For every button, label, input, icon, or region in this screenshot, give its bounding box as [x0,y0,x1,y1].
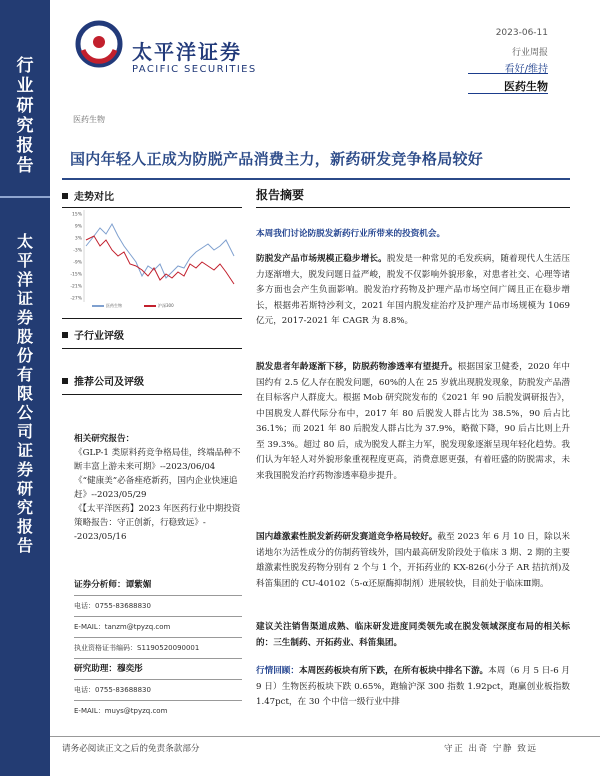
sidebar-bottom-label [0,232,50,555]
sidebar-top-char: 行 [16,56,34,76]
sidebar-bottom-char: 平 [16,251,33,270]
summary-paragraph-5: 行情回顾：本周医药板块有所下跌，在所有板块中排名下游。本周（6 月 5 日-6 月 9 日）生物医药板块下跌 0.65%，跑输沪深 300 指数 1.92pct，跑赢创业板指数 1.47pct，在 30 个中信一级行业中排 [256,666,570,707]
summary-paragraph-1: 防脱发产品市场规模正稳步增长。脱发是一种常见的毛发疾病，随着现代人生活压力逐渐增大，脱发问题日益严峻，脱发不仅影响外貌形象，对患者社交、心理等诸多方面也会产生负面影响。脱发治疗药物及护理产品市场空间广阔且正在稳步增长，根据弗若斯特沙利文，2021 年国内脱发症治疗及护理产品市场规模为 1069 亿元，2017-2021 年 CAGR 为 8.8%。 [256,254,570,326]
sidebar-top-char: 研 [16,96,34,116]
company-heading: 推荐公司及评级 [62,373,242,388]
analyst-license: 执业资格证书编码：S1190520090001 [74,644,200,652]
sidebar [0,0,50,776]
summary-intro: 本周我们讨论防脱发新药行业所带来的投资机会。 [256,229,446,239]
section-divider [62,348,242,349]
info-divider [74,700,242,701]
sidebar-top-char: 究 [16,116,34,136]
sidebar-bottom-char: 报 [16,517,33,536]
sub-rating-heading: 子行业评级 [62,327,242,342]
sidebar-bottom-char: 券 [16,308,33,327]
trend-heading: 走势对比 [62,188,242,203]
legend-item-sector: 医药生物 [92,303,122,309]
sector-label: 医药生物 [73,115,105,124]
related-report-link[interactable]: 《【太平洋医药】2023 年医药行业中期投资策略报告：守正创新，行稳致远》--2023/05/16 [74,504,241,542]
summary-paragraph-4: 建议关注销售渠道成熟、临床研发进度同类领先或在脱发领域深度布局的相关标的：三生制药、开拓药业、科笛集团。 [256,622,570,648]
analyst-block [74,578,242,718]
y-tick-label: 3% [74,236,82,242]
summary-divider [256,207,570,208]
info-divider [74,595,242,596]
report-type: 行业周报 [511,48,548,58]
sector-name: 医药生物 [504,80,548,93]
y-tick-label: -9% [73,260,82,266]
y-tick-label: -27% [70,296,82,302]
sidebar-bottom-char: 证 [16,289,33,308]
sidebar-top-char: 告 [16,156,34,176]
sidebar-top-char: 业 [16,76,34,96]
y-tick-label: -3% [73,248,82,254]
analyst-name: 证券分析师：谭紫媚 [74,580,152,590]
sidebar-bottom-char: 份 [16,346,33,365]
brand-name-en: PACIFIC SECURITIES [132,64,257,75]
bullet-icon [62,378,68,384]
sidebar-divider [0,196,50,198]
page-title: 国内年轻人正成为防脱产品消费主力，新药研发竞争格局较好 [70,150,484,168]
related-heading: 相关研究报告： [74,434,135,444]
assistant-phone: 电话：0755-83688830 [74,686,151,694]
legend-swatch [92,305,104,307]
sidebar-bottom-char: 公 [16,403,33,422]
assistant-email[interactable]: E-MAIL：muys@tpyzq.com [74,707,168,715]
y-tick-label: 15% [71,212,82,218]
summary-heading: 报告摘要 [256,188,305,202]
sidebar-bottom-char: 太 [16,232,33,251]
rating-label: 看好/维持 [504,64,548,75]
trend-chart [64,206,242,316]
bullet-icon [62,332,68,338]
series-line-sector [86,224,234,278]
summary-paragraph-3: 国内雄激素性脱发新药研发赛道竞争格局较好。截至 2023 年 6 月 10 日，除以米诺地尔为活性成分的仿制药管线外，国内最高研发阶段处于临床 3 期、2 期的主要雄激素性脱发药物分别有 2 个与 1 个，开拓药业的 KX-826(小分子 AR 拮抗剂)及科笛集团的 CU-40102（5-α还原酶抑制剂）进展较快，目前处于临床Ⅲ期。 [256,532,570,589]
info-divider [74,679,242,680]
analyst-email[interactable]: E-MAIL：tanzm@tpyzq.com [74,623,171,631]
series-line-index [86,236,234,284]
brand-logo-icon [75,20,123,68]
sidebar-bottom-char: 究 [16,498,33,517]
bullet-icon [62,193,68,199]
summary-section [256,186,570,241]
assistant-name: 研究助理：穆奕彤 [74,664,143,674]
sidebar-bottom-char: 限 [16,384,33,403]
info-divider [74,637,242,638]
sidebar-top-char: 报 [16,136,34,156]
analyst-phone: 电话：0755-83688830 [74,602,151,610]
related-report-link[interactable]: 《GLP-1 类原料药竞争格局佳，终端品种不断丰富上游未来可期》--2023/06/04 [74,448,241,472]
sidebar-top-label [0,56,50,176]
info-divider [74,658,242,659]
sidebar-bottom-char: 证 [16,441,33,460]
y-tick-label: -15% [70,272,82,278]
sidebar-bottom-char: 研 [16,479,33,498]
legend-swatch [144,305,156,307]
sidebar-bottom-char: 股 [16,327,33,346]
title-divider [62,178,570,180]
footer-divider [50,736,600,737]
sidebar-bottom-char: 司 [16,422,33,441]
y-axis-ticks [70,212,82,302]
summary-paragraph-2: 脱发患者年龄逐渐下移，防脱药物渗透率有望提升。根据国家卫健委，2020 年中国约有 2.5 亿人存在脱发问题，60%的人在 25 岁就出现脱发现象，防脱发产品潜在目标客户人群庞大。根据 Mob 研究院发布的《2021 年 90 后脱发调研报告》，中国脱发人群代际分布中，2017 年 80 后脱发人群占比为 38.5%，90 后占比 36.1%；而 2021 年 80 后脱发人群占比为 37.9%，略微下降，90 后占比则上升至 39.3%。超过 80 后，成为脱发人群主力军，脱发现象逐渐呈现年轻化趋势。我们认为年轻人对外貌形象重视程度更高，消费意愿更强，有着旺盛的防脱需求，未来我国脱发治疗药物渗透率稳步提升。 [256,362,570,481]
y-tick-label: 9% [74,224,82,230]
y-tick-label: -21% [70,284,82,290]
footer-disclaimer: 请务必阅读正文之后的免责条款部分 [62,744,200,754]
chart-legend [92,303,174,309]
related-reports [74,432,242,544]
sidebar-bottom-char: 券 [16,460,33,479]
sidebar-bottom-char: 有 [16,365,33,384]
report-date: 2023-06-11 [495,28,548,38]
info-divider [74,616,242,617]
footer-motto: 守正 出奇 宁静 致远 [444,744,538,754]
section-divider [62,394,242,395]
related-report-link[interactable]: 《“健康美”必备痤疮新药，国内企业快速追赶》--2023/05/29 [74,476,238,500]
section-divider [62,318,242,319]
brand-name-cn: 太平洋证券 [132,40,242,64]
sidebar-bottom-char: 告 [16,536,33,555]
sidebar-bottom-char: 洋 [16,270,33,289]
legend-item-index: 沪深300 [144,303,174,309]
